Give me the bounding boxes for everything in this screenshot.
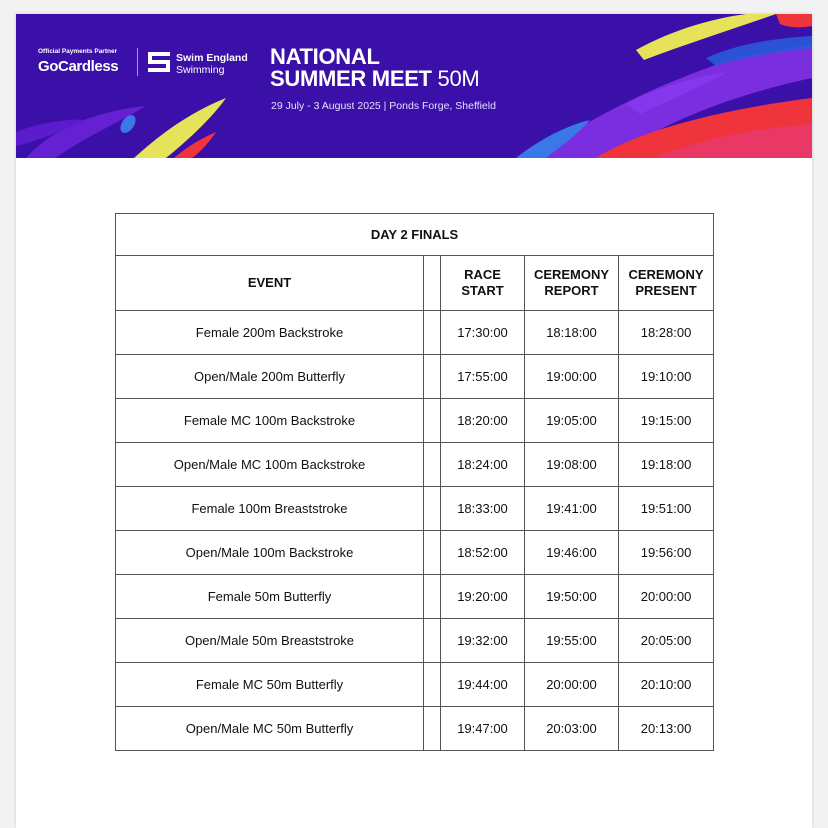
table-row [116,443,714,487]
race-start-cell: 19:32:00 [441,619,525,663]
ceremony-report-cell: 20:03:00 [525,707,619,751]
table-row [116,311,714,355]
ceremony-present-cell: 20:00:00 [619,575,714,619]
event-cell: Open/Male 50m Breaststroke [116,619,424,663]
spacer-cell [424,619,441,663]
ceremony-present-cell: 19:10:00 [619,355,714,399]
table-header-row [116,256,714,311]
header-ceremony-present [619,256,714,311]
spacer-cell [424,531,441,575]
ceremony-present-cell: 19:51:00 [619,487,714,531]
ceremony-report-cell: 18:18:00 [525,311,619,355]
table-title-row [116,214,714,256]
spacer-cell [424,443,441,487]
race-start-cell: 19:44:00 [441,663,525,707]
event-cell: Open/Male 200m Butterfly [116,355,424,399]
header-ceremony-present-line1: CEREMONY [628,267,704,282]
header-ceremony-report [525,256,619,311]
table-row [116,619,714,663]
logo-divider [137,48,138,76]
swim-england-subname: Swimming [176,64,225,76]
race-start-cell: 18:24:00 [441,443,525,487]
ceremony-present-cell: 19:18:00 [619,443,714,487]
event-cell: Female 100m Breaststroke [116,487,424,531]
table-title: DAY 2 FINALS [116,214,714,256]
ceremony-present-cell: 20:13:00 [619,707,714,751]
spacer-cell [424,575,441,619]
table-row [116,575,714,619]
ceremony-report-cell: 19:46:00 [525,531,619,575]
ceremony-report-cell: 19:55:00 [525,619,619,663]
table-row [116,663,714,707]
event-cell: Female MC 100m Backstroke [116,399,424,443]
spacer-cell [424,355,441,399]
header-ceremony-report-line1: CEREMONY [533,267,610,282]
event-title-line2 [270,68,479,90]
ceremony-report-cell: 19:00:00 [525,355,619,399]
header-race-start-line2: START [461,283,504,298]
document-page [16,14,812,828]
event-banner [16,14,812,158]
race-start-cell: 18:52:00 [441,531,525,575]
spacer-cell [424,399,441,443]
gocardless-logo: GoCardless [38,58,119,75]
table-row [116,355,714,399]
spacer-cell [424,663,441,707]
spacer-cell [424,707,441,751]
event-title-light: 50M [437,66,480,91]
race-start-cell: 18:33:00 [441,487,525,531]
finals-schedule-table [115,213,714,751]
ceremony-report-cell: 19:08:00 [525,443,619,487]
event-title-line1: NATIONAL [270,44,380,69]
table-row [116,531,714,575]
ceremony-report-cell: 19:05:00 [525,399,619,443]
spacer-cell [424,487,441,531]
ceremony-present-cell: 19:15:00 [619,399,714,443]
ceremony-report-cell: 19:50:00 [525,575,619,619]
ceremony-present-cell: 20:05:00 [619,619,714,663]
event-cell: Open/Male 100m Backstroke [116,531,424,575]
race-start-cell: 17:55:00 [441,355,525,399]
ceremony-report-cell: 20:00:00 [525,663,619,707]
event-cell: Open/Male MC 100m Backstroke [116,443,424,487]
event-cell: Open/Male MC 50m Butterfly [116,707,424,751]
header-race-start-line1: RACE [464,267,501,282]
event-cell: Female 50m Butterfly [116,575,424,619]
table-row [116,399,714,443]
event-cell: Female MC 50m Butterfly [116,663,424,707]
header-ceremony-present-line2: PRESENT [635,283,697,298]
ceremony-present-cell: 18:28:00 [619,311,714,355]
spacer-cell [424,311,441,355]
event-title-bold: SUMMER MEET [270,66,432,91]
ceremony-present-cell: 19:56:00 [619,531,714,575]
table-row [116,707,714,751]
ceremony-report-cell: 19:41:00 [525,487,619,531]
event-subtitle: 29 July - 3 August 2025 | Ponds Forge, Sheffield [271,100,496,112]
race-start-cell: 18:20:00 [441,399,525,443]
race-start-cell: 19:47:00 [441,707,525,751]
race-start-cell: 17:30:00 [441,311,525,355]
swim-england-logo-icon [146,50,172,76]
header-spacer [424,256,441,311]
event-title [270,46,479,90]
partner-label: Official Payments Partner [38,48,118,55]
header-event: EVENT [116,256,424,311]
header-ceremony-report-line2: REPORT [544,283,599,298]
table-row [116,487,714,531]
header-race-start [441,256,525,311]
race-start-cell: 19:20:00 [441,575,525,619]
event-cell: Female 200m Backstroke [116,311,424,355]
swim-england-name: Swim England [176,52,248,64]
ceremony-present-cell: 20:10:00 [619,663,714,707]
